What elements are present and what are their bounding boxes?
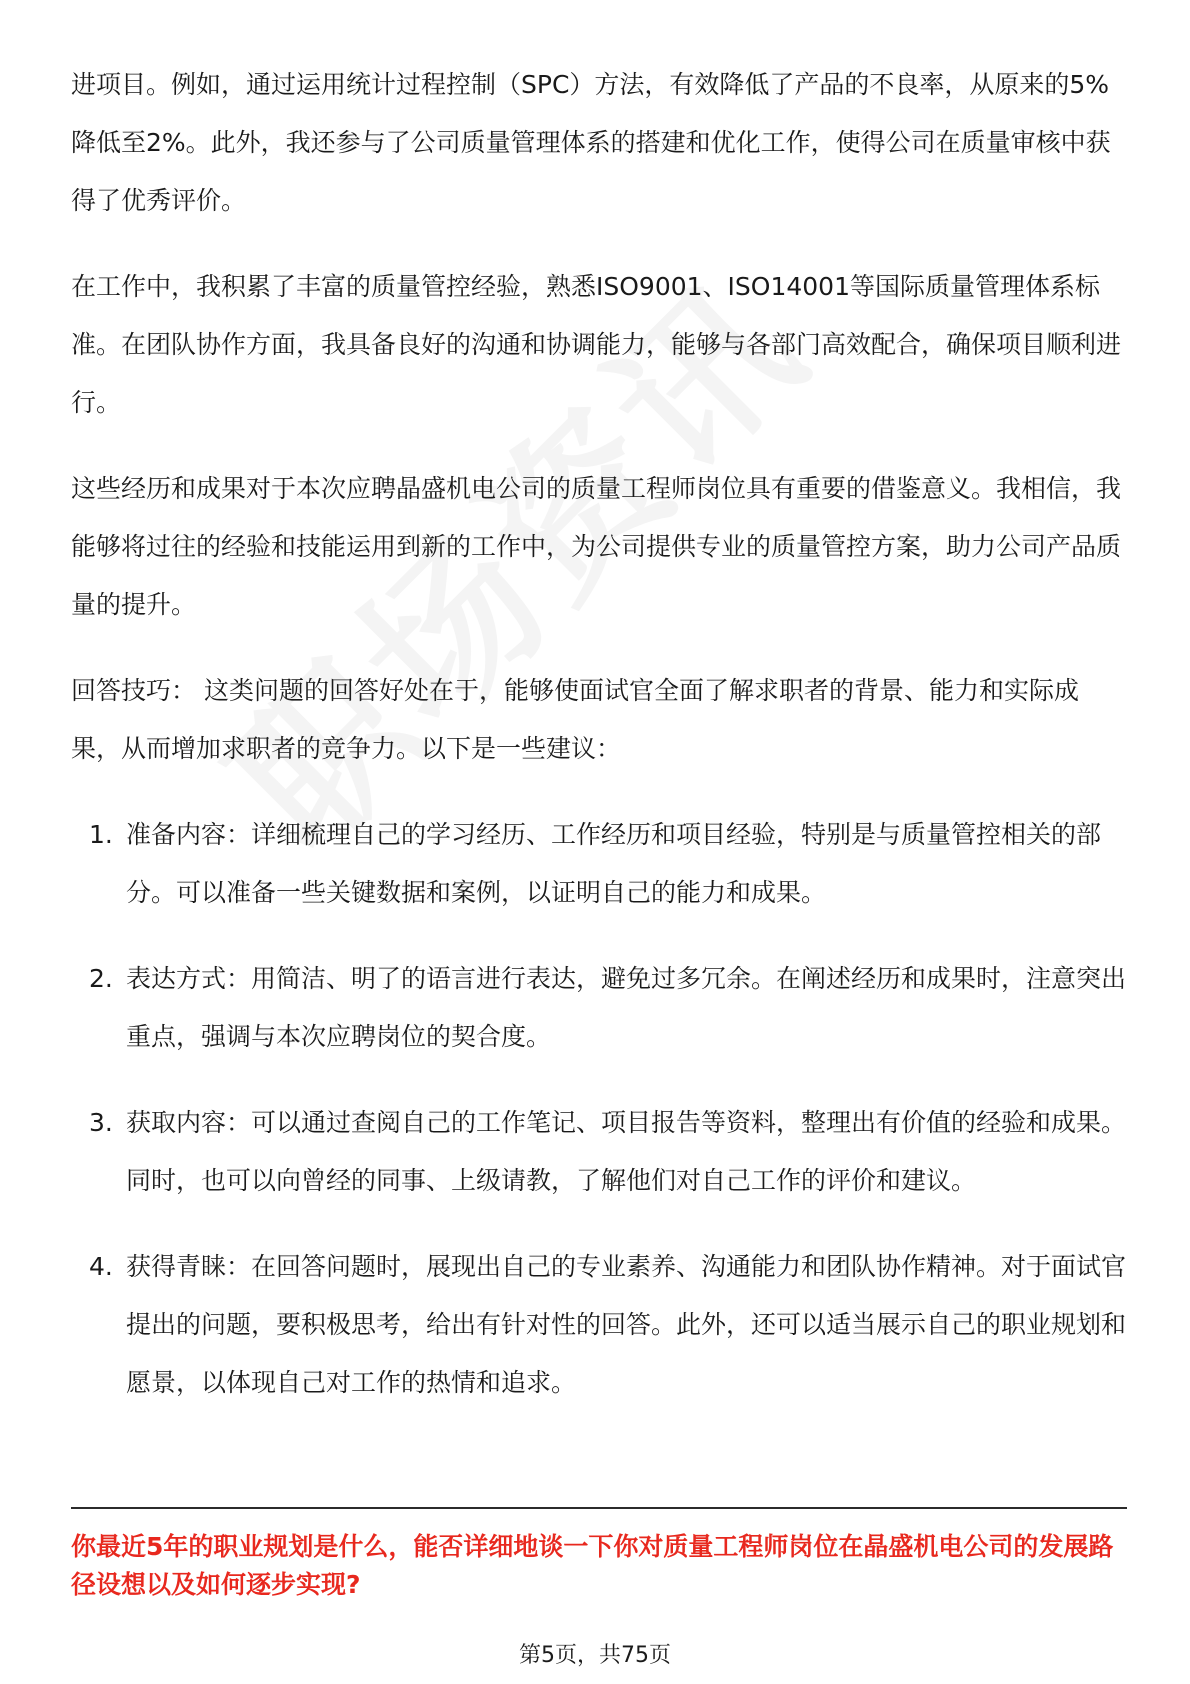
list-item (71, 950, 1127, 1066)
list-item-number: 1. (89, 820, 113, 849)
tips-list (71, 806, 1127, 1412)
list-item-number: 3. (89, 1108, 113, 1137)
list-item (71, 1238, 1127, 1412)
paragraph-answer-tips: 回答技巧： 这类问题的回答好处在于，能够使面试官全面了解求职者的背景、能力和实际成果，从而增加求职者的竞争力。以下是一些建议： (71, 676, 1079, 763)
list-item (71, 806, 1127, 922)
list-item-text: 获得青睐：在回答问题时，展现出自己的专业素养、沟通能力和团队协作精神。对于面试官提出的问题，要积极思考，给出有针对性的回答。此外，还可以适当展示自己的职业规划和愿景，以体现自己对工作的热情和追求。 (126, 1252, 1127, 1397)
section-divider (71, 1507, 1127, 1509)
list-item-text: 获取内容：可以通过查阅自己的工作笔记、项目报告等资料，整理出有价值的经验和成果。同时，也可以向曾经的同事、上级请教，了解他们对自己工作的评价和建议。 (126, 1108, 1127, 1195)
page-number: 第5页，共75页 (519, 1643, 671, 1668)
document-body (71, 56, 1127, 1440)
paragraph-experience: 进项目。例如，通过运用统计过程控制（SPC）方法，有效降低了产品的不良率，从原来的5%降低至2%。此外，我还参与了公司质量管理体系的搭建和优化工作，使得公司在质量审核中获得了优秀评价。 (71, 70, 1111, 215)
next-question-heading: 你最近5年的职业规划是什么，能否详细地谈一下你对质量工程师岗位在晶盛机电公司的发展路径设想以及如何逐步实现? (71, 1532, 1114, 1599)
list-item-number: 4. (89, 1252, 113, 1281)
paragraph-skills: 在工作中，我积累了丰富的质量管控经验，熟悉ISO9001、ISO14001等国际质量管理体系标准。在团队协作方面，我具备良好的沟通和协调能力，能够与各部门高效配合，确保项目顺利进行。 (71, 272, 1122, 417)
list-item (71, 1094, 1127, 1210)
list-item-text: 准备内容：详细梳理自己的学习经历、工作经历和项目经验，特别是与质量管控相关的部分。可以准备一些关键数据和案例，以证明自己的能力和成果。 (126, 820, 1102, 907)
paragraph-relevance: 这些经历和成果对于本次应聘晶盛机电公司的质量工程师岗位具有重要的借鉴意义。我相信，我能够将过往的经验和技能运用到新的工作中，为公司提供专业的质量管控方案，助力公司产品质量的提升。 (71, 474, 1122, 619)
list-item-text: 表达方式：用简洁、明了的语言进行表达，避免过多冗余。在阐述经历和成果时，注意突出重点，强调与本次应聘岗位的契合度。 (126, 964, 1127, 1051)
list-item-number: 2. (89, 964, 113, 993)
